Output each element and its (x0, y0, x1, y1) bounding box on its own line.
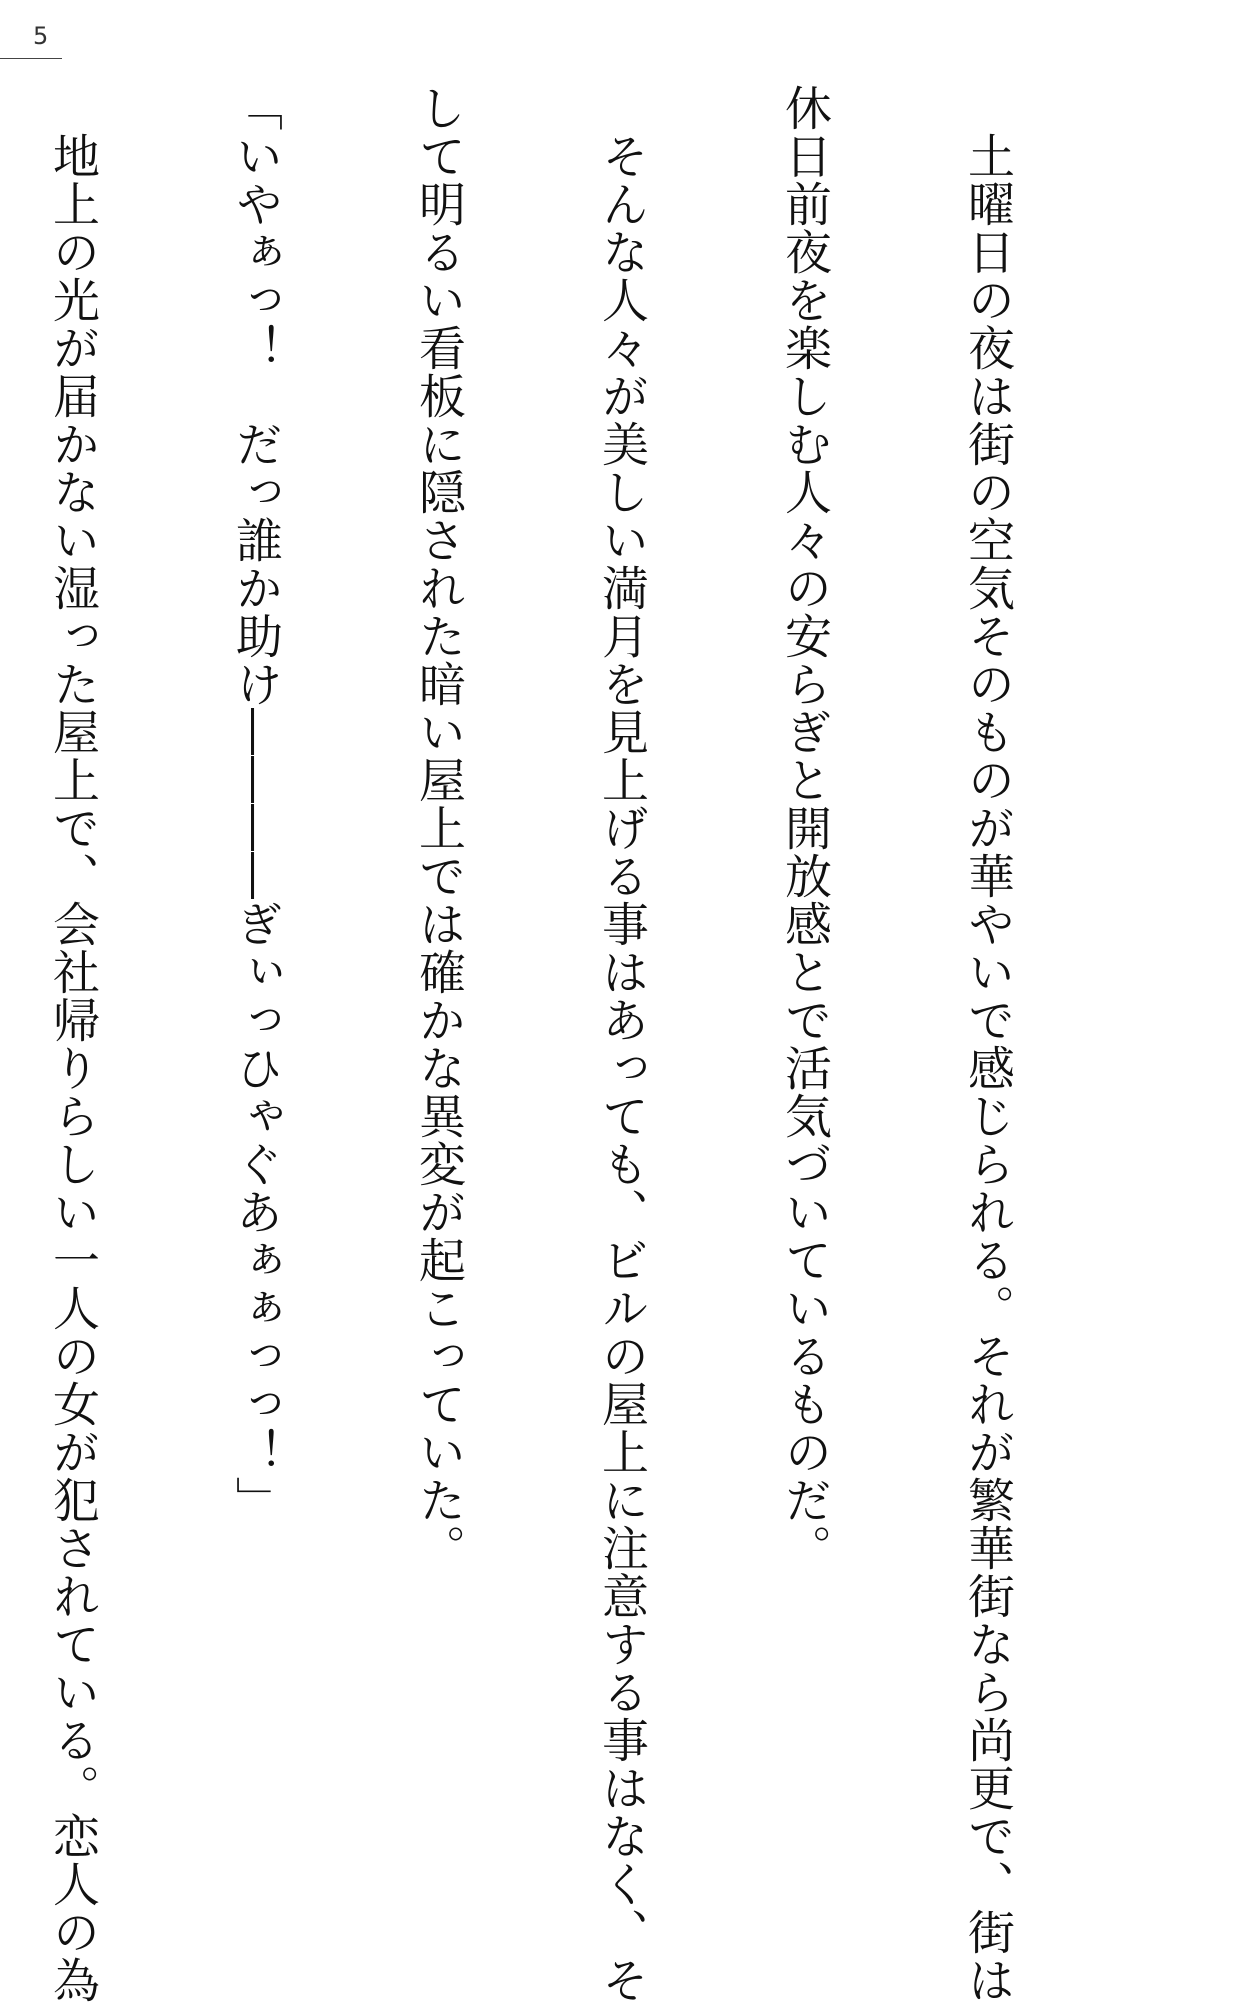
vertical-text-body (45, 84, 1140, 2004)
header-rule (0, 58, 62, 59)
text-line: 休日前夜を楽しむ人々の安らぎと開放感とで活気づいているものだ。 (777, 84, 832, 1572)
text-line: そんな人々が美しい満月を見上げる事はあっても、ビルの屋上に注意する事はなく、そ (594, 84, 649, 2004)
text-line: 「いやぁっ！ だっ誰か助け――――ぎぃっひゃぐあぁぁっっ！」 (228, 84, 283, 1524)
text-line: して明るい看板に隠された暗い屋上では確かな異変が起こっていた。 (411, 84, 466, 1572)
text-line: 土曜日の夜は街の空気そのものが華やいで感じられる。それが繁華街なら尚更で、街は (960, 84, 1015, 2004)
text-line: 地上の光が届かない湿った屋上で、会社帰りらしい一人の女が犯されている。恋人の為 (45, 84, 100, 2004)
page-number: 5 (33, 22, 49, 50)
